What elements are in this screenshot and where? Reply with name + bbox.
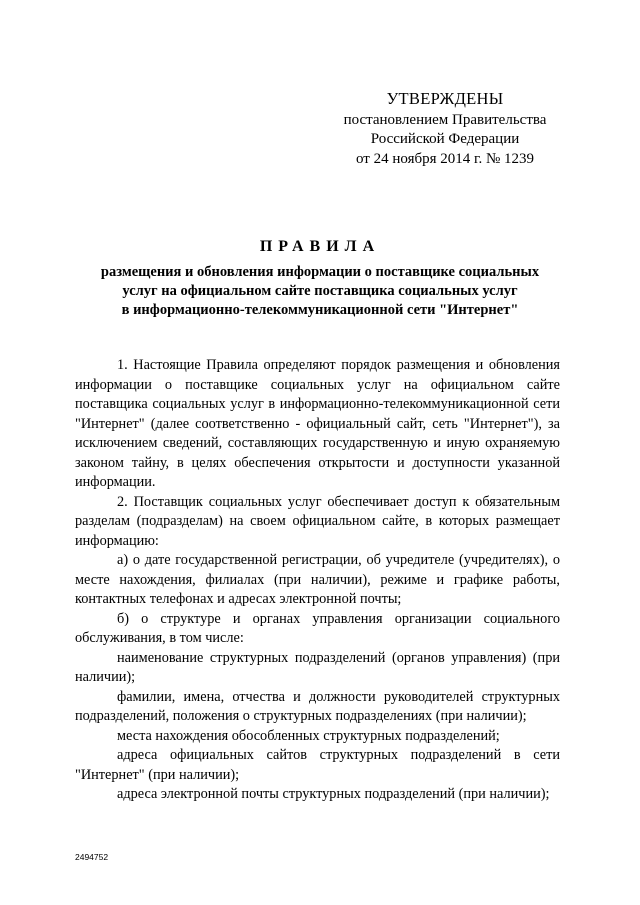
paragraph-1: 1. Настоящие Правила определяют порядок размещения и обновления информации о поставщике социальных услуг на официальном сайте поставщика социальных услуг в информационно-телекоммуникационной сети "Интернет" (далее соответственно - официальный сайт, сеть "Интернет"), за исключением сведений, составляющих государственную и иную охраняемую законом тайну, в целях обеспечения открытости и доступности указанной информации.	[75, 357, 560, 490]
subtitle-line: услуг на официальном сайте поставщика социальных услуг	[122, 283, 518, 299]
document-title: ПРАВИЛА	[259, 238, 381, 255]
paragraph-2: 2. Поставщик социальных услуг обеспечивает доступ к обязательным разделам (подразделам) на своем официальном сайте, в которых размещает информацию:	[75, 493, 560, 549]
document-subtitle	[80, 263, 560, 320]
approval-block	[330, 89, 560, 169]
approval-line: постановлением Правительства	[343, 111, 547, 128]
document-number: 2494752	[75, 852, 109, 862]
approval-line: от 24 ноября 2014 г. № 1239	[355, 150, 535, 167]
paragraph-2a: а) о дате государственной регистрации, об учредителе (учредителях), о месте нахождения, филиалах (при наличии), режиме и графике работы, контактных телефонах и адресах электронной почты;	[75, 552, 560, 607]
list-item: адреса электронной почты структурных подразделений (при наличии);	[117, 786, 550, 802]
approval-heading: УТВЕРЖДЕНЫ	[386, 89, 504, 108]
list-item: места нахождения обособленных структурных подразделений;	[117, 727, 500, 744]
list-item: адреса официальных сайтов структурных подразделений в сети "Интернет" (при наличии);	[75, 747, 560, 783]
list-item: наименование структурных подразделений (органов управления) (при наличии);	[75, 649, 560, 685]
list-item: фамилии, имена, отчества и должности руководителей структурных подразделений, положения о структурных подразделениях (при наличии);	[75, 688, 560, 724]
subtitle-line: в информационно-телекоммуникационной сети "Интернет"	[121, 302, 519, 318]
approval-line: Российской Федерации	[370, 131, 520, 147]
document-body	[75, 356, 560, 805]
paragraph-2b: б) о структуре и органах управления организации социального обслуживания, в том числе:	[75, 610, 560, 646]
subtitle-line: размещения и обновления информации о поставщике социальных	[100, 264, 540, 280]
